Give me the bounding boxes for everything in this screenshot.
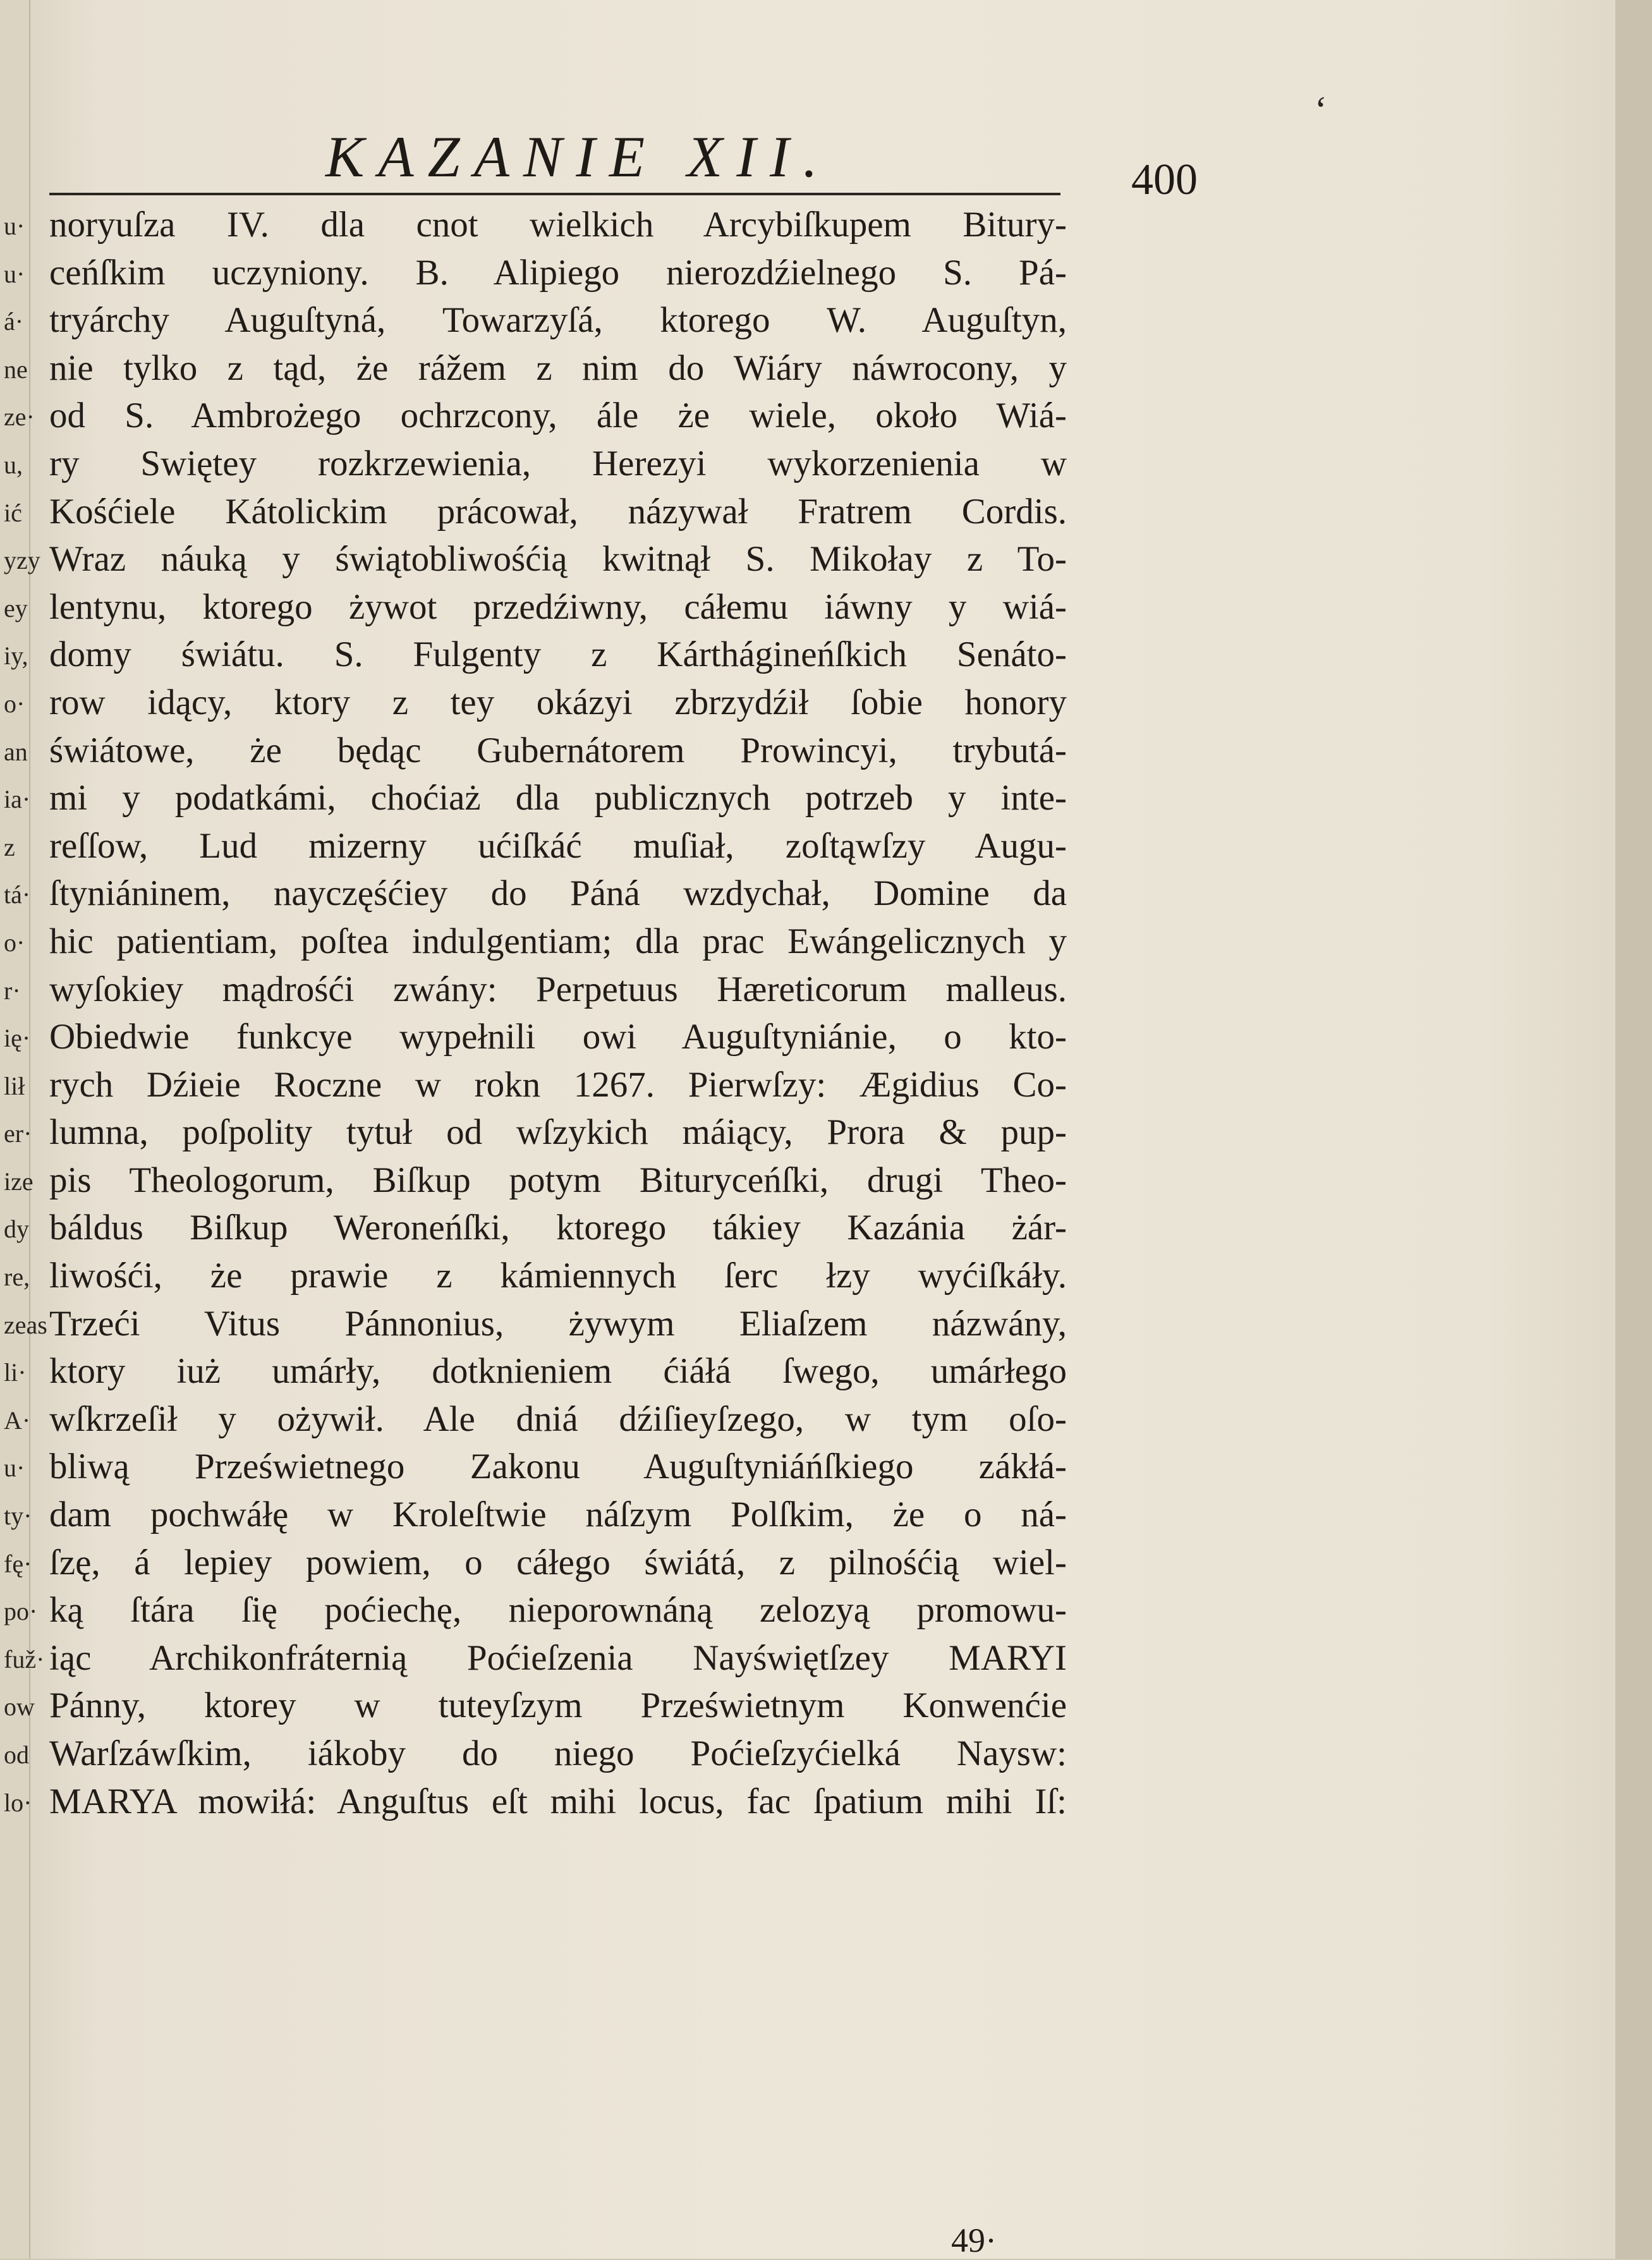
margin-fragment: fę· — [4, 1549, 32, 1578]
margin-fragment: ey — [4, 593, 28, 623]
text-line: row idący, ktory z tey okázyi zbrzydźił ſobie honory — [49, 682, 1067, 722]
text-line: dam pochwáłę w Kroleſtwie náſzym Polſkim, że o ná- — [49, 1495, 1067, 1535]
text-line: Obiedwie funkcye wypełnili owi Auguſtyniánie, o kto- — [49, 1017, 1067, 1057]
margin-fragment: u· — [4, 259, 25, 288]
margin-fragment: po· — [4, 1597, 38, 1626]
margin-fragment: an — [4, 737, 28, 766]
margin-fragment: ty· — [4, 1502, 32, 1531]
text-line: MARYA mowiłá: Anguſtus eſt mihi locus, fac ſpatium mihi Iſ: — [49, 1781, 1067, 1821]
margin-fragment: li· — [4, 1358, 27, 1387]
text-line: rych Dźieie Roczne w rokn 1267. Pierwſzy: Ægidius Co- — [49, 1064, 1067, 1105]
text-line: ceńſkim uczyniony. B. Alipiego nierozdźielnego S. Pá- — [49, 252, 1067, 293]
previous-page-margin-text — [4, 202, 47, 1826]
margin-fragment: ia· — [4, 785, 31, 814]
text-line: wyſokiey mądrośći zwány: Perpetuus Hæreticorum malleus. — [49, 969, 1067, 1009]
margin-fragment: ić — [4, 498, 22, 527]
text-line: Warſzáwſkim, iákoby do niego Poćieſzyćielká Naysw: — [49, 1734, 1067, 1773]
margin-fragment: od — [4, 1741, 29, 1769]
text-line: nie tylko z tąd, że rážem z nim do Wiáry náwrocony, y — [49, 348, 1067, 388]
text-line: pis Theologorum, Biſkup potym Bituryceńſki, drugi Theo- — [49, 1160, 1067, 1200]
margin-fragment: o· — [4, 689, 25, 718]
text-line: ſzę, á lepiey powiem, o cáłego świátá, z pilnośćią wiel- — [49, 1542, 1067, 1583]
text-line: świátowe, że będąc Gubernátorem Prowincyi, trybutá- — [49, 730, 1067, 770]
running-title: KAZANIE XII. — [325, 125, 832, 189]
margin-fragment: tá· — [4, 880, 31, 909]
margin-fragment: r· — [4, 976, 21, 1005]
margin-fragment: á· — [4, 307, 24, 336]
text-line: ką ſtára ſię poćiechę, nieporownáną zelozyą promowu- — [49, 1590, 1067, 1631]
margin-fragment: ne — [4, 355, 28, 384]
text-line: báldus Biſkup Weroneńſki, ktorego tákiey Kazánia żár- — [49, 1208, 1067, 1248]
text-line: ſtyniáninem, nayczęśćiey do Páná wzdychał, Domine da — [49, 873, 1067, 914]
margin-fragment: fuž· — [4, 1644, 45, 1674]
margin-fragment: zeas — [4, 1310, 47, 1339]
margin-fragment: yzy — [4, 546, 40, 575]
margin-fragment: lo· — [4, 1788, 32, 1817]
margin-fragment: z — [4, 832, 15, 861]
header-rule — [49, 193, 1060, 195]
text-line: hic patientiam, poſtea indulgentiam; dla prac Ewángelicznych y — [49, 921, 1067, 961]
text-line: iąc Archikonfráternią Poćieſzenia Nayświętſzey MARYI — [49, 1637, 1067, 1678]
text-line: bliwą Prześwietnego Zakonu Auguſtyniáńſkiego zákłá- — [49, 1447, 1067, 1487]
text-line: od S. Ambrożego ochrzcony, ále że wiele, około Wiá- — [49, 396, 1067, 436]
margin-fragment: ię· — [4, 1024, 31, 1053]
margin-fragment: u, — [4, 450, 23, 479]
margin-fragment: ow — [4, 1692, 35, 1722]
text-line: wſkrzeſił y ożywił. Ale dniá dźiſieyſzego, w tym oſo- — [49, 1399, 1067, 1439]
catchword: 49· — [951, 2221, 997, 2259]
page-number: 400 — [1131, 155, 1198, 204]
margin-fragment: lił — [4, 1071, 25, 1100]
text-line: reſſow, Lud mizerny ućiſkáć muſiał, zoſtąwſzy Augu- — [49, 825, 1067, 866]
text-line: tryárchy Auguſtyná, Towarzyſá, ktorego W. Auguſtyn, — [49, 300, 1067, 341]
margin-fragment: re, — [4, 1263, 30, 1292]
text-line: Kośćiele Kátolickim prácował, názywał Fratrem Cordis. — [49, 491, 1067, 532]
margin-fragment: ize — [4, 1167, 33, 1196]
text-line: ktory iuż umárły, dotknieniem ćiáłá ſwego, umárłego — [49, 1351, 1067, 1392]
text-line: ry Swiętey rozkrzewienia, Herezyi wykorzenienia w — [49, 443, 1067, 483]
text-line: Pánny, ktorey w tuteyſzym Prześwietnym Konwenćie — [49, 1686, 1067, 1726]
text-line: domy świátu. S. Fulgenty z Kárthágineńſkich Senáto- — [49, 635, 1067, 675]
text-line: Wraz náuką y świątobliwośćią kwitnął S. Mikołay z To- — [49, 539, 1067, 580]
text-line: lentynu, ktorego żywot przedźiwny, cáłemu iáwny y wiá- — [49, 586, 1067, 627]
margin-fragment: u· — [4, 212, 25, 240]
text-line: Trzeći Vitus Pánnonius, żywym Eliaſzem názwány, — [49, 1303, 1067, 1344]
margin-fragment: ze· — [4, 403, 35, 432]
corner-mark: ‘ — [1315, 89, 1327, 131]
margin-fragment: A· — [4, 1406, 31, 1435]
margin-fragment: iy, — [4, 641, 28, 671]
page-right-edge — [1615, 0, 1652, 2259]
margin-fragment: u· — [4, 1454, 25, 1483]
margin-fragment: dy — [4, 1215, 29, 1244]
body-text — [49, 201, 1067, 1825]
text-line: noryuſza IV. dla cnot wielkich Arcybiſkupem Bitury- — [49, 205, 1067, 245]
margin-fragment: o· — [4, 928, 25, 957]
text-line: liwośći, że prawie z kámiennych ſerc łzy wyćiſkáły. — [49, 1256, 1067, 1296]
text-line: lumna, poſpolity tytuł od wſzykich máiący, Prora & pup- — [49, 1112, 1067, 1153]
margin-fragment: er· — [4, 1119, 32, 1148]
page-header — [0, 123, 1652, 204]
text-line: mi y podatkámi, choćiaż dla publicznych potrzeb y inte- — [49, 778, 1067, 818]
